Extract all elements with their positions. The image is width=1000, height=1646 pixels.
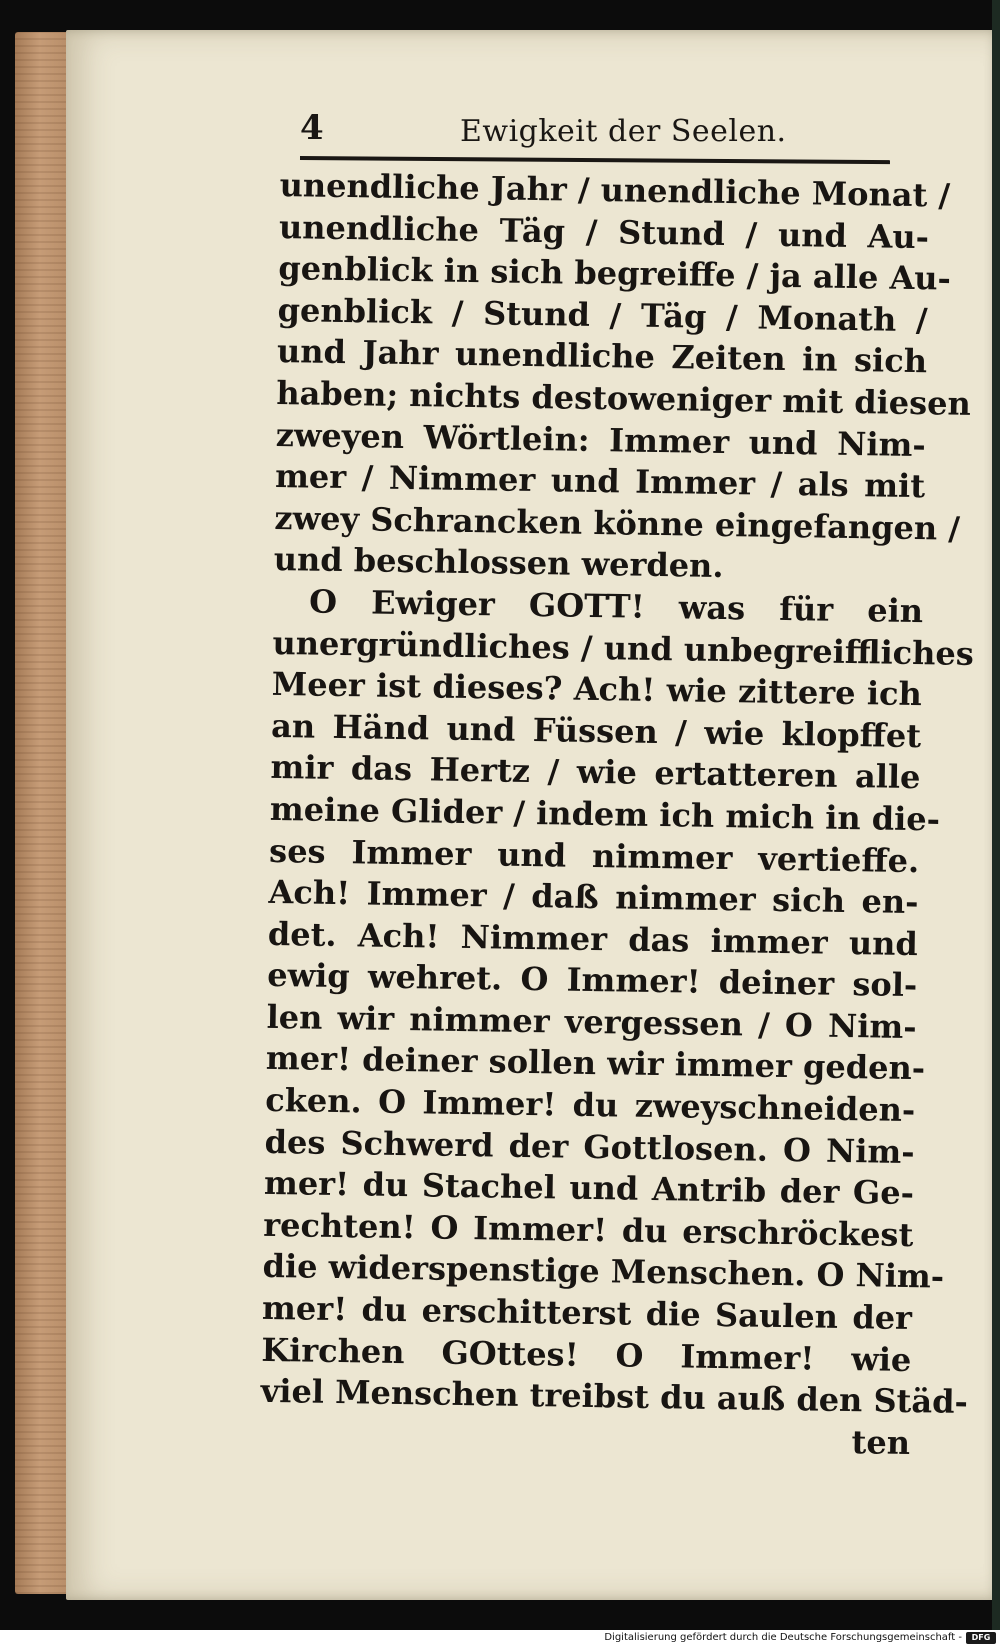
text-line: genblick in sich begreiffe / ja alle Au- (278, 249, 952, 298)
text-line: ses Immer und nimmer vertieffe. (268, 831, 920, 880)
text-line: ewig wehret. O Immer! deiner sol- (266, 956, 918, 1005)
text-line: genblick / Stund / Täg / Monath / (277, 290, 928, 339)
text-line: len wir nimmer vergessen / O Nim- (266, 997, 917, 1046)
page-header (300, 108, 900, 160)
text-line: Meer ist dieses? Ach! wie zittere ich (271, 665, 923, 714)
text-line: Kirchen GOttes! O Immer! wie (261, 1330, 912, 1379)
body-text (260, 165, 975, 1464)
text-line: die widerspenstige Menschen. O Nim- (262, 1247, 945, 1297)
scan-border-right (992, 0, 1000, 1646)
page-edge (15, 32, 70, 1594)
footer-credit: Digitalisierung gefördert durch die Deutsche Forschungsgemeinschaft - (604, 1632, 962, 1643)
page-number: 4 (300, 108, 324, 148)
text-line: und beschlossen werden. (273, 540, 724, 586)
text-line: mer! deiner sollen wir immer geden- (265, 1039, 926, 1088)
text-line: zweyen Wörtlein: Immer und Nim- (275, 415, 926, 464)
text-line: mer! du Stachel und Antrib der Ge- (263, 1164, 915, 1213)
text-line: meine Glider / indem ich mich in die- (269, 789, 941, 839)
text-line: zwey Schrancken könne eingefangen / (274, 498, 961, 548)
text-line: mer! du erschitterst die Saulen der (261, 1288, 913, 1338)
text-line: det. Ach! Nimmer das immer und (267, 914, 919, 963)
running-title: Ewigkeit der Seelen. (460, 114, 787, 149)
text-line: und Jahr unendliche Zeiten in sich (276, 332, 928, 381)
text-line: an Händ und Füssen / wie klopffet (270, 706, 922, 755)
text-line: Ach! Immer / daß nimmer sich en- (268, 873, 919, 922)
text-line: mer / Nimmer und Immer / als mit (274, 457, 926, 506)
text-line: rechten! O Immer! du erschröckest (263, 1205, 914, 1254)
text-line: unendliche Jahr / unendliche Monat / (279, 165, 951, 215)
text-line: haben; nichts destoweniger mit diesen (276, 373, 972, 423)
paragraph-start: O Ewiger GOTT! was für ein (308, 582, 924, 631)
dfg-logo: DFG (966, 1632, 996, 1644)
text-line: viel Menschen treibst du auß den Städ- (260, 1372, 969, 1422)
text-line: unergründliches / und unbegreiffliches (272, 623, 975, 673)
text-line: des Schwerd der Gottlosen. O Nim- (264, 1122, 915, 1171)
catchword: ten (851, 1422, 911, 1462)
text-line: unendliche Täg / Stund / und Au- (278, 207, 930, 256)
text-line: cken. O Immer! du zweyschneiden- (265, 1080, 916, 1130)
page-edge-texture (15, 32, 70, 1594)
text-line: mir das Hertz / wie ertatteren alle (270, 748, 921, 797)
